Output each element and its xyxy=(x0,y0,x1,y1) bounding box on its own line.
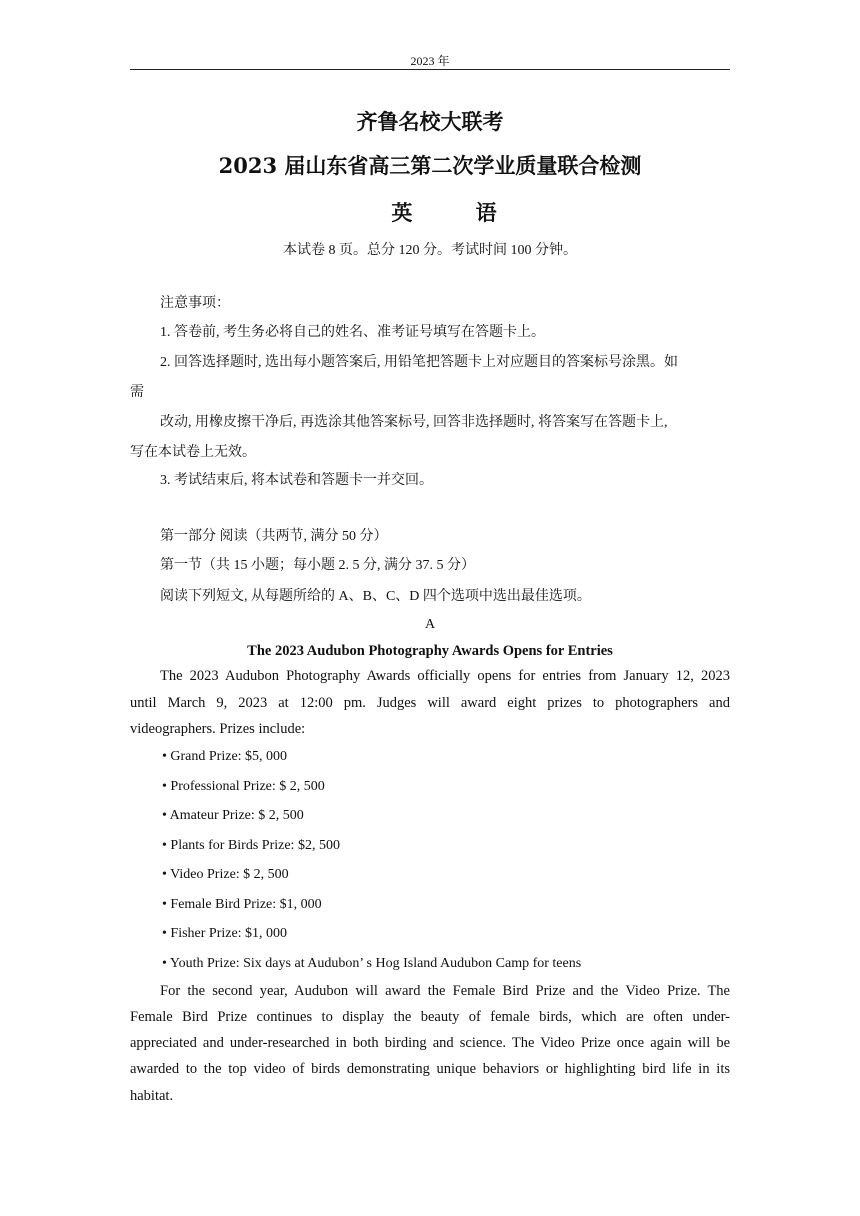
passage-title: The 2023 Audubon Photography Awards Opens for Entries xyxy=(247,643,613,659)
page-header: 2023 年 xyxy=(410,54,450,68)
prize-item: • Plants for Birds Prize: $2, 500 xyxy=(162,838,340,853)
passage-p1-line3: videographers. Prizes include: xyxy=(130,721,306,737)
exam-organizer-title: 齐鲁名校大联考 xyxy=(356,109,504,134)
prize-item: • Fisher Prize: $1, 000 xyxy=(162,926,288,941)
prize-item: • Female Bird Prize: $1, 000 xyxy=(162,897,322,912)
passage-label: A xyxy=(424,617,436,632)
prize-item: • Amateur Prize: $ 2, 500 xyxy=(162,808,304,823)
notes-heading: 注意事项： xyxy=(160,296,230,311)
note-item-3: 3. 考试结束后, 将本试卷和答题卡一并交回。 xyxy=(160,473,433,488)
passage-p2-line1: For the second year, Audubon will award the Female Bird Prize and the Video Prize. The xyxy=(160,983,730,999)
passage-p2-line2: Female Bird Prize continues to display the beauty of female birds, which are often under- xyxy=(130,1009,730,1025)
prize-item: • Youth Prize: Six days at Audubon’ s Hog Island Audubon Camp for teens xyxy=(162,956,582,971)
prize-item: • Grand Prize: $5, 000 xyxy=(162,749,288,764)
passage-p2-line3: appreciated and under-researched in both birding and science. The Video Prize once again will be xyxy=(130,1035,730,1051)
prize-item: • Professional Prize: $ 2, 500 xyxy=(162,779,325,794)
exam-name-title: 2023 届山东省高三第二次学业质量联合检测 xyxy=(218,153,642,178)
part-heading: 第一部分 阅读（共两节, 满分 50 分） xyxy=(160,529,388,544)
note-item-1: 1. 答卷前, 考生务必将自己的姓名、准考证号填写在答题卡上。 xyxy=(160,325,545,340)
note-item-2-line3: 改动, 用橡皮擦干净后, 再选涂其他答案标号, 回答非选择题时, 将答案写在答题卡上, xyxy=(160,415,668,430)
passage-p2-line5: habitat. xyxy=(130,1088,174,1104)
passage-p1-line1: The 2023 Audubon Photography Awards officially opens for entries from January 12, 2023 xyxy=(160,668,730,684)
subject-title: 英 语 xyxy=(391,200,525,225)
header-divider xyxy=(130,69,730,70)
prize-item: • Video Prize: $ 2, 500 xyxy=(162,867,289,882)
passage-p2-line4: awarded to the top video of birds demonstrating unique behaviors or highlighting bird life in its xyxy=(130,1061,730,1077)
passage-p1-line2: until March 9, 2023 at 12:00 pm. Judges will award eight prizes to photographers and xyxy=(130,695,730,711)
note-item-2: 2. 回答选择题时, 选出每小题答案后, 用铅笔把答题卡上对应题目的答案标号涂黑。如 xyxy=(160,355,678,370)
section-heading: 第一节（共 15 小题；每小题 2. 5 分, 满分 37. 5 分） xyxy=(160,558,475,573)
exam-info: 本试卷 8 页。总分 120 分。考试时间 100 分钟。 xyxy=(283,243,577,258)
note-item-2-cont: 需 xyxy=(130,385,144,400)
section-instruction: 阅读下列短文, 从每题所给的 A、B、C、D 四个选项中选出最佳选项。 xyxy=(160,589,591,604)
note-item-2-line4: 写在本试卷上无效。 xyxy=(130,445,256,460)
